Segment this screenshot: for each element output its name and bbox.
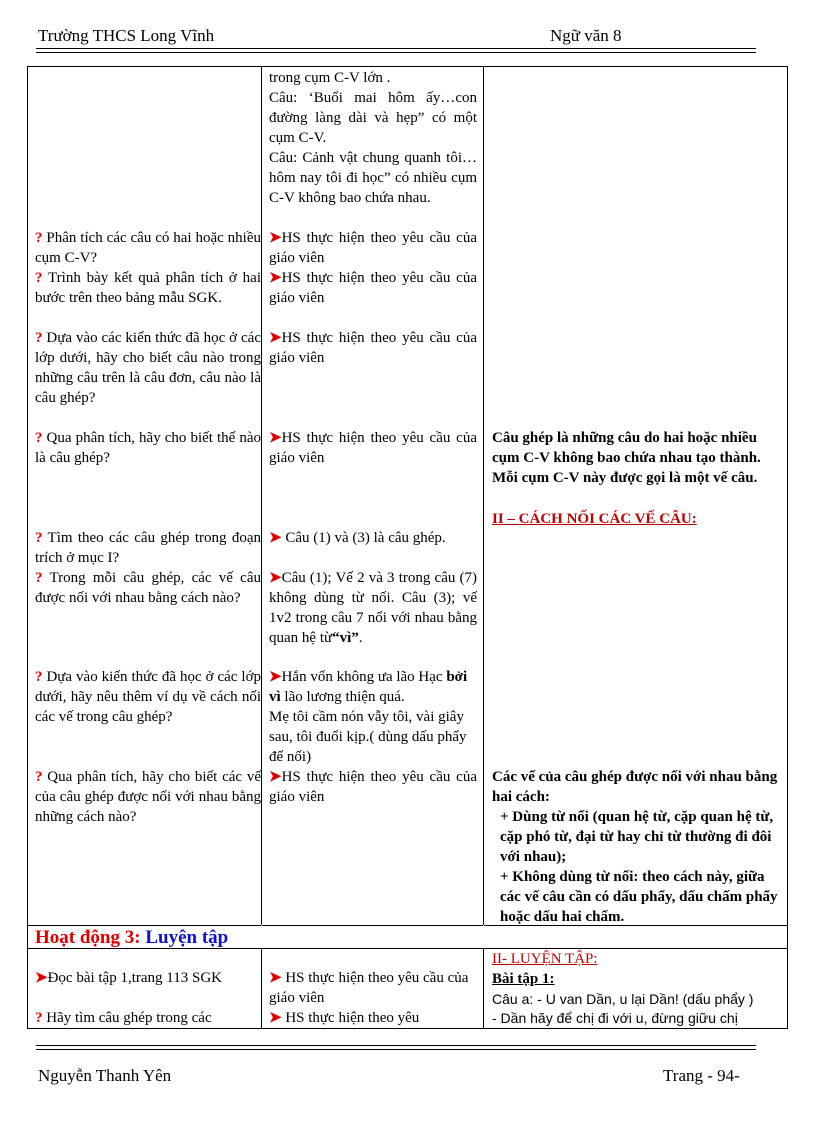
analysis-text-2: Câu: ‘Buổi mai hôm ấy…con đường làng dài và hẹp” có một cụm C-V. [269, 90, 477, 146]
practice-title: II- LUYỆN TẬP: [492, 951, 598, 967]
exercise-1-answer-a: Câu a: - U van Dần, u lại Dần! (dấu phẩy ) [492, 991, 754, 1007]
school-name: Trường THCS Long Vĩnh [38, 26, 215, 45]
header-rule-1 [36, 48, 756, 49]
exercise-read: ➤Đọc bài tập 1,trang 113 SGK [35, 970, 222, 986]
compound-sentence-definition: Câu ghép là những câu do hai hoặc nhiều cụm C-V không bao chứa nhau tạo thành. Mỗi cụm C-V này được gọi là một vế câu. [492, 430, 761, 486]
analysis-text-1: trong cụm C-V lớn . [269, 70, 391, 86]
exercise-1-answer-a2: - Dần hãy để chị đi với u, đừng giữu chị [492, 1010, 738, 1026]
question-3: ? Dựa vào các kiến thức đã học ở các lớp dưới, hãy cho biết câu nào trong những câu trên là câu đơn, câu nào là câu ghép? [35, 330, 261, 406]
section-2-title: II – CÁCH NỐI CÁC VẾ CÂU: [492, 511, 697, 527]
lesson-table [27, 66, 788, 1029]
footer-rule-2 [36, 1049, 756, 1050]
answer-hs-9: ➤ HS thực hiện theo yêu cầu của giáo viên [269, 970, 469, 1006]
answer-hs-2: ➤HS thực hiện theo yêu cầu của giáo viên [269, 270, 477, 306]
header-rule-2 [36, 52, 756, 53]
answer-hs-8: ➤HS thực hiện theo yêu cầu của giáo viên [269, 769, 477, 805]
joining-ways-intro: Các vế của câu ghép được nối với nhau bằng hai cách: [492, 769, 778, 805]
question-5: ? Tìm theo các câu ghép trong đoạn trích ở mục I? [35, 530, 261, 566]
activity-3-heading: Hoạt động 3: Luyện tập [35, 927, 229, 948]
joining-way-1: + Dùng từ nối (quan hệ từ, cặp quan hệ từ, cặp phó từ, đại từ hay chỉ từ thường đi đôi với nhau); [500, 809, 774, 865]
question-1: ? Phân tích các câu có hai hoặc nhiều cụm C-V? [35, 230, 262, 266]
question-4: ? Qua phân tích, hãy cho biết thế nào là câu ghép? [35, 430, 262, 466]
answer-hs-10: ➤ HS thực hiện theo yêu [269, 1010, 420, 1026]
question-10: ? Hãy tìm câu ghép trong các [35, 1010, 212, 1026]
answer-7: ➤Hắn vốn không ưa lão Hạc bởi vì lão lương thiện quá. Mẹ tôi cầm nón vẫy tôi, vài giây sau, tôi đuổi kịp.( dùng dấu phẩy để nối) [269, 669, 468, 765]
question-2: ? Trình bày kết quả phân tích ở hai bước trên theo bảng mẫu SGK. [35, 270, 261, 306]
question-8: ? Qua phân tích, hãy cho biết các vế của câu ghép được nối với nhau bằng những cách nào? [35, 769, 261, 825]
footer-rule-1 [36, 1045, 756, 1046]
subject-name: Ngữ văn 8 [550, 26, 622, 45]
answer-6: ➤Câu (1); Vế 2 và 3 trong câu (7) không dùng từ nối. Câu (3); vế 1v2 trong câu 7 nối với nhau bằng quan hệ từ“vì”. [269, 570, 477, 646]
answer-hs-1: ➤HS thực hiện theo yêu cầu của giáo viên [269, 230, 477, 266]
answer-hs-4: ➤HS thực hiện theo yêu cầu của giáo viên [269, 430, 477, 466]
question-7: ? Dựa vào kiến thức đã học ở các lớp dưới, hãy nêu thêm ví dụ về cách nối các vế trong câu ghép? [35, 669, 261, 725]
joining-way-2: + Không dùng từ nối: theo cách này, giữa các vế câu cần có dấu phẩy, dấu chấm phẩy hoặc dấu hai chấm. [500, 869, 778, 925]
column-divider-1 [261, 67, 262, 1028]
page-number: Trang - 94- [663, 1066, 740, 1085]
answer-hs-3: ➤HS thực hiện theo yêu cầu của giáo viên [269, 330, 477, 366]
exercise-1-title: Bài tập 1: [492, 971, 555, 987]
question-6: ? Trong mỗi câu ghép, các vế câu được nối với nhau bằng cách nào? [35, 570, 261, 606]
answer-5: ➤ Câu (1) và (3) là câu ghép. [269, 530, 446, 546]
column-divider-2 [483, 67, 484, 1028]
page-header [38, 22, 754, 48]
author-name: Nguyễn Thanh Yên [38, 1066, 172, 1085]
analysis-text-3: Câu: Cảnh vật chung quanh tôi…hôm nay tôi đi học” có nhiều cụm C-V không bao chứa nhau. [269, 150, 477, 206]
